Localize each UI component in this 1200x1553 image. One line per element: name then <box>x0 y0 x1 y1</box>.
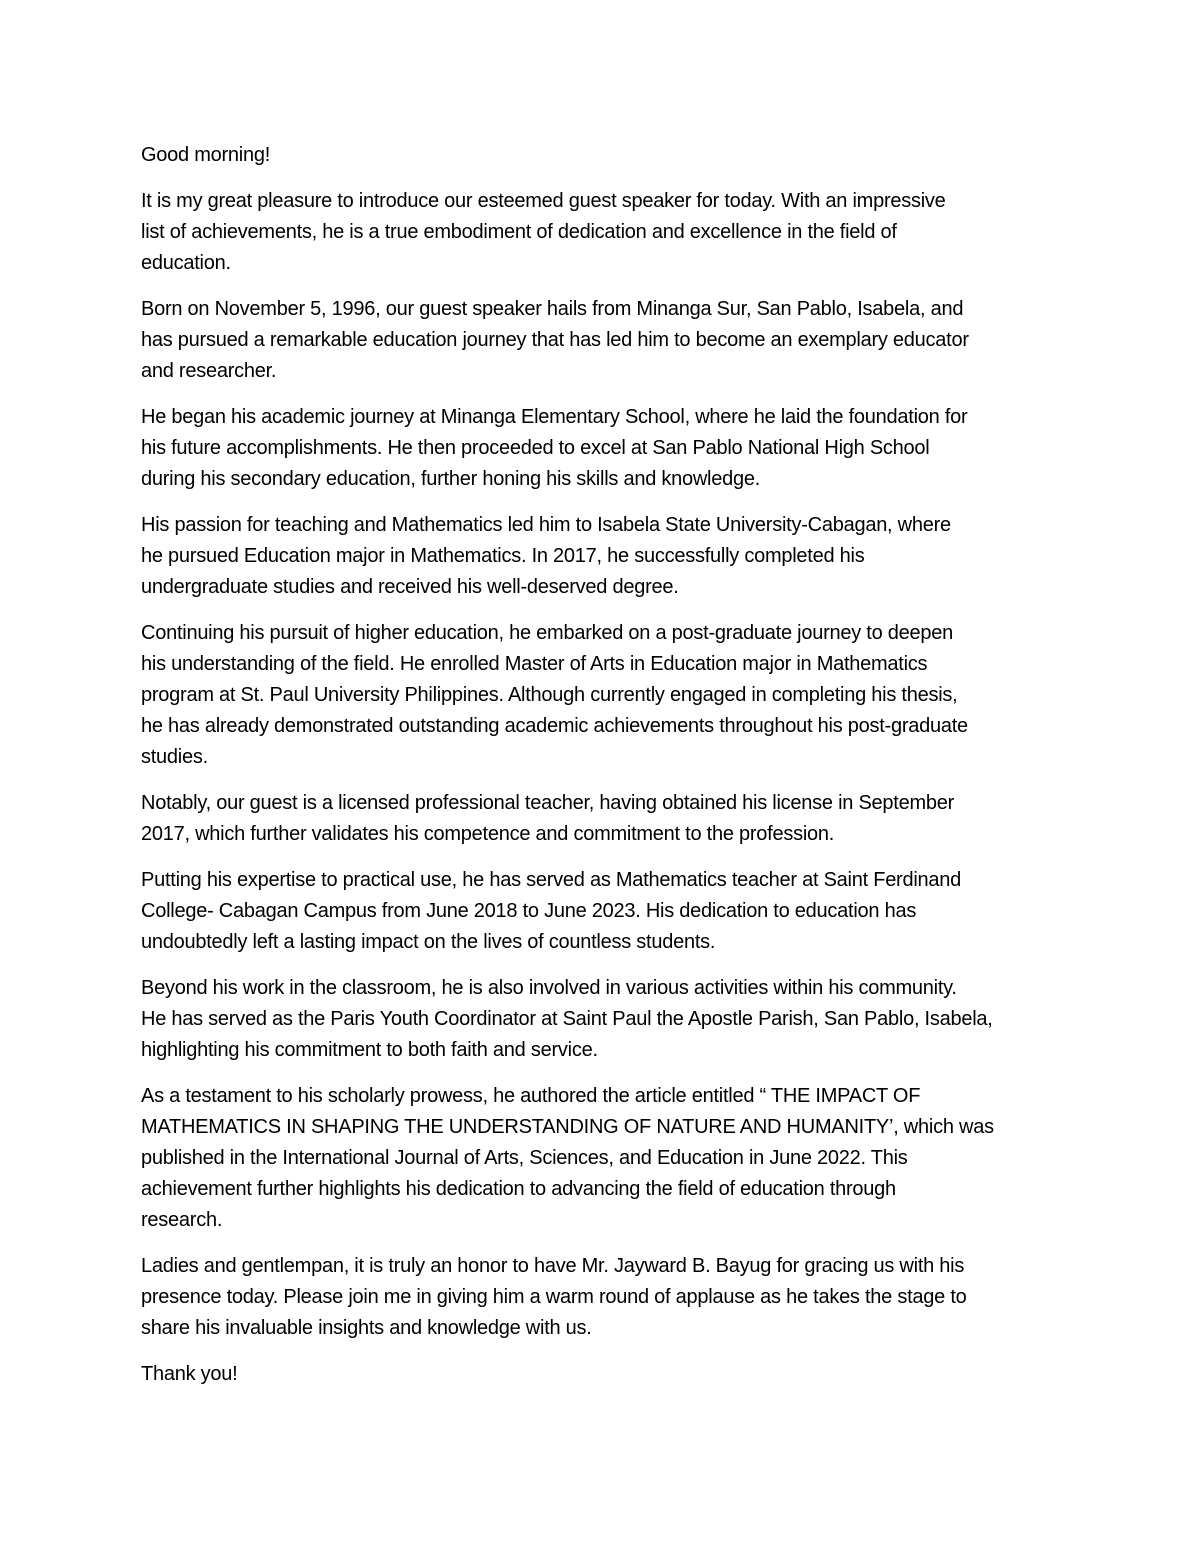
paragraph <box>141 1251 1071 1344</box>
text-line: Born on November 5, 1996, our guest speaker hails from Minanga Sur, San Pablo, Isabela, and <box>141 298 964 320</box>
text-line: highlighting his commitment to both faith and service. <box>141 1039 598 1061</box>
text-line: MATHEMATICS IN SHAPING THE UNDERSTANDING OF NATURE AND HUMANITY’, which was <box>141 1116 994 1138</box>
text-line: Good morning! <box>141 144 271 166</box>
text-line: Ladies and gentlempan, it is truly an honor to have Mr. Jayward B. Bayug for gracing us with his <box>141 1255 965 1277</box>
text-line: he pursued Education major in Mathematics. In 2017, he successfully completed his <box>141 545 865 567</box>
paragraph <box>141 865 1071 958</box>
text-line: education. <box>141 252 231 274</box>
text-line: As a testament to his scholarly prowess, he authored the article entitled “ THE IMPACT OF <box>141 1085 921 1107</box>
text-line: Beyond his work in the classroom, he is also involved in various activities within his community. <box>141 977 957 999</box>
paragraph <box>141 510 1071 603</box>
text-line: published in the International Journal of Arts, Sciences, and Education in June 2022. This <box>141 1147 908 1169</box>
text-line: his understanding of the field. He enrolled Master of Arts in Education major in Mathematics <box>141 653 928 675</box>
text-line: achievement further highlights his dedication to advancing the field of education through <box>141 1178 896 1200</box>
text-line: His passion for teaching and Mathematics led him to Isabela State University-Cabagan, where <box>141 514 951 536</box>
document-body <box>141 140 1071 1405</box>
paragraph <box>141 186 1071 279</box>
text-line: Thank you! <box>141 1363 238 1385</box>
text-line: he has already demonstrated outstanding academic achievements throughout his post-graduate <box>141 715 968 737</box>
text-line: It is my great pleasure to introduce our esteemed guest speaker for today. With an impressive <box>141 190 946 212</box>
text-line: 2017, which further validates his competence and commitment to the profession. <box>141 823 835 845</box>
text-line: He has served as the Paris Youth Coordinator at Saint Paul the Apostle Parish, San Pablo, Isabela, <box>141 1008 993 1030</box>
text-line: program at St. Paul University Philippines. Although currently engaged in completing his thesis, <box>141 684 958 706</box>
text-line: Notably, our guest is a licensed professional teacher, having obtained his license in September <box>141 792 955 814</box>
paragraph <box>141 973 1071 1066</box>
text-line: research. <box>141 1209 223 1231</box>
text-line: He began his academic journey at Minanga Elementary School, where he laid the foundation for <box>141 406 968 428</box>
text-line: list of achievements, he is a true embodiment of dedication and excellence in the field of <box>141 221 897 243</box>
text-line: share his invaluable insights and knowledge with us. <box>141 1317 592 1339</box>
text-line: undoubtedly left a lasting impact on the lives of countless students. <box>141 931 716 953</box>
text-line: Continuing his pursuit of higher education, he embarked on a post-graduate journey to deepen <box>141 622 954 644</box>
text-line: his future accomplishments. He then proceeded to excel at San Pablo National High School <box>141 437 930 459</box>
text-line: and researcher. <box>141 360 277 382</box>
text-line: undergraduate studies and received his well-deserved degree. <box>141 576 679 598</box>
paragraph <box>141 1081 1071 1236</box>
text-line: College- Cabagan Campus from June 2018 to June 2023. His dedication to education has <box>141 900 917 922</box>
paragraph <box>141 788 1071 850</box>
text-line: has pursued a remarkable education journey that has led him to become an exemplary educator <box>141 329 969 351</box>
text-line: during his secondary education, further honing his skills and knowledge. <box>141 468 761 490</box>
text-line: presence today. Please join me in giving him a warm round of applause as he takes the stage to <box>141 1286 967 1308</box>
paragraph <box>141 618 1071 773</box>
paragraph <box>141 140 1071 171</box>
text-line: studies. <box>141 746 208 768</box>
paragraph <box>141 294 1071 387</box>
text-line: Putting his expertise to practical use, he has served as Mathematics teacher at Saint Ferdinand <box>141 869 962 891</box>
paragraph <box>141 1359 1071 1390</box>
paragraph <box>141 402 1071 495</box>
